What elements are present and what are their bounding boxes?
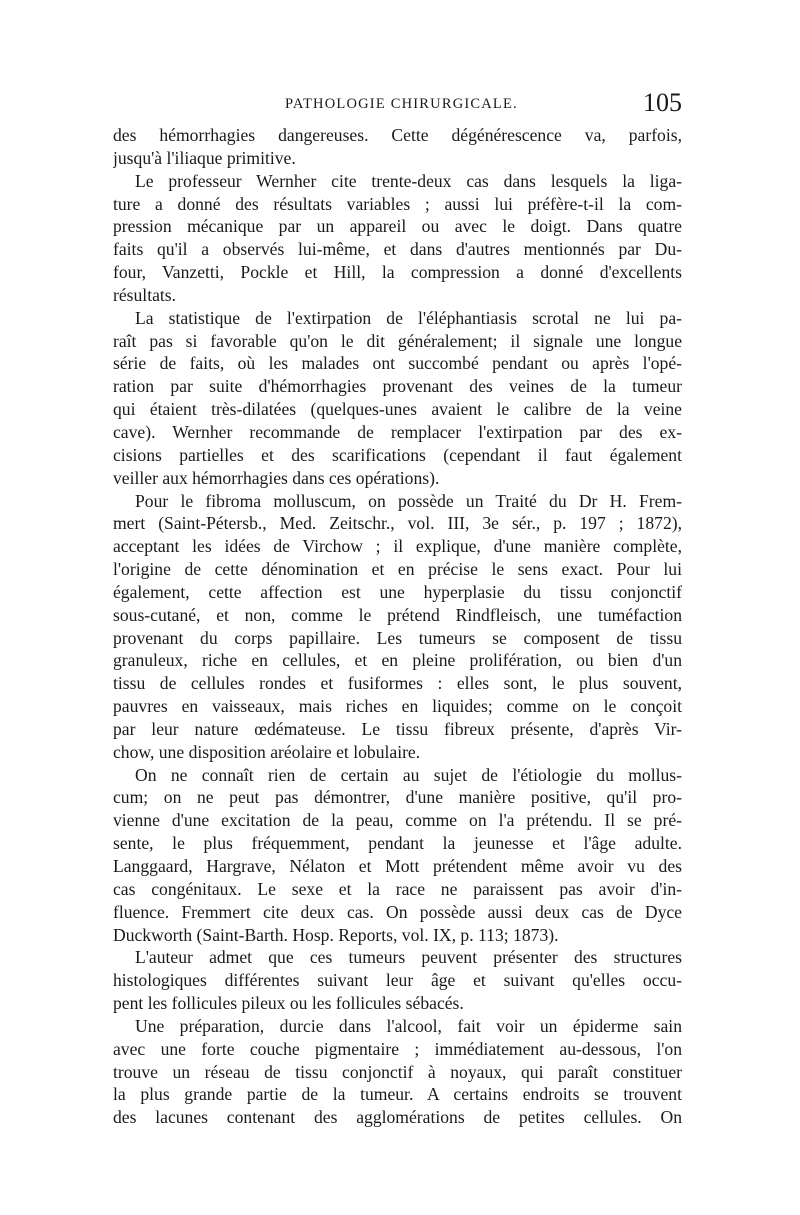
running-title: PATHOLOGIE CHIRURGICALE.	[285, 96, 518, 112]
text-line: provenant du corps papillaire. Les tumeurs se composent de tissu	[113, 627, 682, 648]
text-line: pent les follicules pileux ou les follicules sébacés.	[113, 993, 464, 1014]
text-line: des lacunes contenant des agglomérations de petites cellules. On	[113, 1107, 682, 1128]
text-line: résultats.	[113, 284, 177, 305]
text-line: sous-cutané, et non, comme le prétend Rindfleisch, une tuméfaction	[113, 604, 682, 625]
text-line: trouve un réseau de tissu conjonctif à noyaux, qui paraît constituer	[113, 1061, 682, 1082]
text-line: mert (Saint-Pétersb., Med. Zeitschr., vol. III, 3e sér., p. 197 ; 1872),	[113, 513, 682, 534]
text-line: pauvres en vaisseaux, mais riches en liquides; comme on le conçoit	[113, 696, 682, 717]
text-line: chow, une disposition aréolaire et lobulaire.	[113, 741, 421, 762]
text-line: tissu de cellules rondes et fusiformes : elles sont, le plus souvent,	[113, 673, 682, 694]
page-number: 105	[643, 88, 682, 117]
text-line: L'auteur admet que ces tumeurs peuvent présenter des structures	[135, 947, 682, 968]
text-line: série de faits, où les malades ont succombé pendant ou après l'opé-	[113, 353, 682, 374]
text-line: qui étaient très-dilatées (quelques-unes avaient le calibre de la veine	[113, 399, 682, 420]
text-line: Une préparation, durcie dans l'alcool, fait voir un épiderme sain	[135, 1015, 682, 1036]
text-line: par leur nature œdémateuse. Le tissu fibreux présente, d'après Vir-	[113, 718, 682, 739]
text-line: pression mécanique par un appareil ou avec le doigt. Dans quatre	[113, 216, 682, 237]
text-line: la plus grande partie de la tumeur. A certains endroits se trouvent	[113, 1084, 682, 1105]
text-line: l'origine de cette dénomination et en précise le sens exact. Pour lui	[113, 559, 682, 580]
text-line: four, Vanzetti, Pockle et Hill, la compression a donné d'excellents	[113, 262, 682, 283]
text-line: faits qu'il a observés lui-même, et dans d'autres mentionnés par Du-	[113, 239, 682, 260]
text-line: des hémorrhagies dangereuses. Cette dégénérescence va, parfois,	[113, 125, 682, 145]
text-line: ration par suite d'hémorrhagies provenant des veines de la tumeur	[113, 376, 682, 397]
text-line: vienne d'une excitation de la peau, comme on l'a prétendu. Il se pré-	[113, 810, 682, 831]
text-line: On ne connaît rien de certain au sujet de l'étiologie du mollus-	[135, 764, 682, 785]
text-line: ture a donné des résultats variables ; aussi lui préfère-t-il la com-	[113, 193, 682, 214]
text-line: jusqu'à l'iliaque primitive.	[113, 147, 296, 168]
text-line: cisions partielles et des scarifications (cependant il faut également	[113, 444, 682, 465]
text-line: granuleux, riche en cellules, et en pleine prolifération, ou bien d'un	[113, 650, 682, 671]
text-line: Duckworth (Saint-Barth. Hosp. Reports, vol. IX, p. 113; 1873).	[113, 924, 559, 945]
text-line: raît pas si favorable qu'on le dit généralement; il signale une longue	[113, 330, 682, 351]
text-line: également, cette affection est une hyperplasie du tissu conjonctif	[113, 581, 682, 602]
text-line: sente, le plus fréquemment, pendant la jeunesse et l'âge adulte.	[113, 833, 682, 854]
text-line: cum; on ne peut pas démontrer, d'une manière positive, qu'il pro-	[113, 787, 682, 808]
body-text	[113, 124, 682, 1129]
text-line: histologiques différentes suivant leur âge et suivant qu'elles occu-	[113, 970, 682, 991]
text-line: cas congénitaux. Le sexe et la race ne paraissent pas avoir d'in-	[113, 878, 682, 899]
page-header	[113, 88, 682, 124]
text-line: Pour le fibroma molluscum, on possède un Traité du Dr H. Frem-	[135, 490, 682, 511]
text-line: fluence. Fremmert cite deux cas. On possède aussi deux cas de Dyce	[113, 901, 682, 922]
text-line: avec une forte couche pigmentaire ; immédiatement au-dessous, l'on	[113, 1038, 682, 1059]
text-line: La statistique de l'extirpation de l'éléphantiasis scrotal ne lui pa-	[135, 307, 682, 328]
text-line: Le professeur Wernher cite trente-deux cas dans lesquels la liga-	[135, 170, 682, 191]
text-line: cave). Wernher recommande de remplacer l'extirpation par des ex-	[113, 421, 682, 442]
text-line: Langgaard, Hargrave, Nélaton et Mott prétendent même avoir vu des	[113, 856, 682, 876]
text-line: veiller aux hémorrhagies dans ces opérations).	[113, 467, 440, 488]
text-line: acceptant les idées de Virchow ; il explique, d'une manière complète,	[113, 536, 682, 557]
